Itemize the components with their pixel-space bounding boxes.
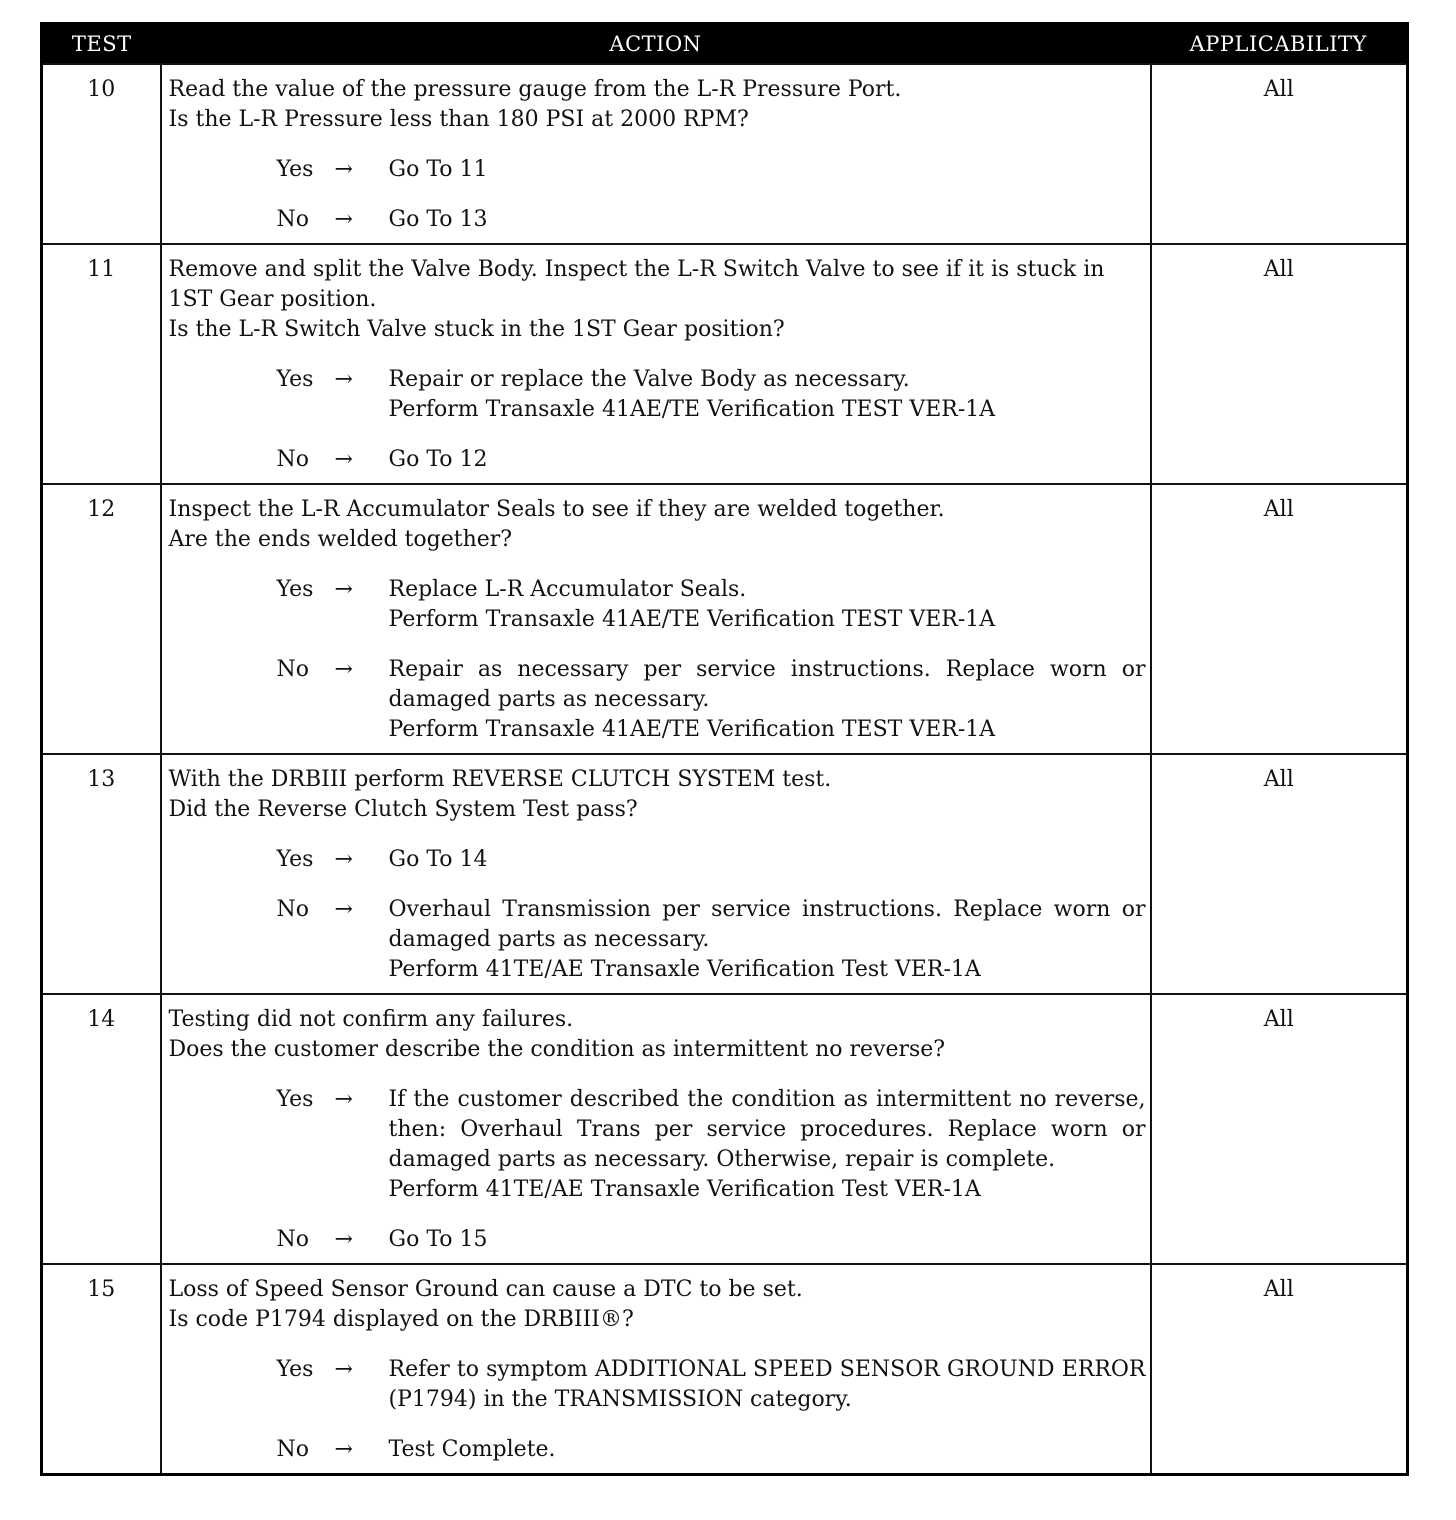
applicability-value: All [1151,64,1408,244]
yes-result [389,575,1146,635]
question-block [169,255,1146,345]
result-line: Repair as necessary per service instructions. Replace worn or damaged parts as necessary. [388,657,1146,712]
yes-result [389,155,1146,185]
right-arrow-icon: → [334,207,353,232]
test-number: 14 [42,994,161,1264]
result-line: Repair or replace the Valve Body as necessary. [388,367,910,392]
no-outcome [169,895,1146,985]
diagnostic-test-table [40,22,1406,1476]
no-result [389,655,1146,745]
table-body [42,64,1408,1475]
result-line: If the customer described the condition as intermittent no reverse, then: Overhaul Trans per service procedures. Replace worn or damaged parts as necessary. Otherwise, repair is complete. [388,1087,1146,1172]
no-label: No [276,897,309,922]
test-number: 13 [42,754,161,994]
right-arrow-icon: → [334,847,353,872]
question-line: Testing did not confirm any failures. [168,1007,574,1032]
test-number: 15 [42,1264,161,1475]
no-label: No [276,207,309,232]
question-line: Is the L-R Pressure less than 180 PSI at 2000 RPM? [168,107,749,132]
result-line: Perform 41TE/AE Transaxle Verification Test VER-1A [388,957,981,982]
yes-result [389,365,1146,425]
yes-outcome [169,365,1146,425]
yes-outcome [169,155,1146,185]
question-block [169,1275,1146,1335]
question-line: With the DRBIII perform REVERSE CLUTCH SYSTEM test. [168,767,832,792]
yes-result [389,1085,1146,1205]
result-line: Go To 13 [388,207,488,232]
question-line: Are the ends welded together? [168,527,513,552]
table-row [42,244,1408,484]
result-line: Go To 14 [388,847,488,872]
action-cell [161,1264,1151,1475]
action-cell [161,244,1151,484]
yes-result [389,1355,1146,1415]
result-line: Perform Transaxle 41AE/TE Verification TEST VER-1A [388,397,996,422]
result-line: Go To 15 [388,1227,488,1252]
right-arrow-icon: → [334,1087,353,1112]
right-arrow-icon: → [334,657,353,682]
yes-outcome [169,1085,1146,1205]
no-label: No [276,447,309,472]
applicability-value: All [1151,244,1408,484]
question-block [169,495,1146,555]
no-result [389,1225,1146,1255]
table-row [42,64,1408,244]
table-row [42,994,1408,1264]
no-outcome [169,655,1146,745]
test-table [40,22,1409,1476]
question-line: Read the value of the pressure gauge from the L-R Pressure Port. [168,77,902,102]
no-outcome [169,445,1146,475]
applicability-value: All [1151,994,1408,1264]
no-result [389,205,1146,235]
result-line: Replace L-R Accumulator Seals. [388,577,747,602]
yes-label: Yes [276,1357,314,1382]
applicability-value: All [1151,754,1408,994]
question-block [169,75,1146,135]
question-line: Is code P1794 displayed on the DRBIII®? [168,1307,634,1332]
action-cell [161,484,1151,754]
header-action: ACTION [161,24,1151,65]
table-row [42,754,1408,994]
test-number: 12 [42,484,161,754]
right-arrow-icon: → [334,1357,353,1382]
no-label: No [276,657,309,682]
question-line: Does the customer describe the condition as intermittent no reverse? [168,1037,946,1062]
question-line: Inspect the L-R Accumulator Seals to see if they are welded together. [168,497,945,522]
action-cell [161,64,1151,244]
yes-outcome [169,1355,1146,1415]
result-line: Perform Transaxle 41AE/TE Verification TEST VER-1A [388,607,996,632]
no-outcome [169,1225,1146,1255]
no-outcome [169,205,1146,235]
no-label: No [276,1437,309,1462]
question-line: Did the Reverse Clutch System Test pass? [168,797,638,822]
yes-outcome [169,575,1146,635]
no-result [389,445,1146,475]
test-number: 11 [42,244,161,484]
yes-result [389,845,1146,875]
no-result [389,1435,1146,1465]
right-arrow-icon: → [334,1437,353,1462]
result-line: Refer to symptom ADDITIONAL SPEED SENSOR GROUND ERROR (P1794) in the TRANSMISSION category. [388,1357,1146,1412]
no-label: No [276,1227,309,1252]
right-arrow-icon: → [334,577,353,602]
result-line: Go To 12 [388,447,488,472]
result-line: Perform Transaxle 41AE/TE Verification TEST VER-1A [388,717,996,742]
yes-outcome [169,845,1146,875]
question-line: Is the L-R Switch Valve stuck in the 1ST Gear position? [168,317,785,342]
right-arrow-icon: → [334,1227,353,1252]
result-line: Perform 41TE/AE Transaxle Verification Test VER-1A [388,1177,981,1202]
result-line: Test Complete. [388,1437,556,1462]
right-arrow-icon: → [334,157,353,182]
result-line: Go To 11 [388,157,488,182]
applicability-value: All [1151,484,1408,754]
question-line: Remove and split the Valve Body. Inspect the L-R Switch Valve to see if it is stuck in 1ST Gear position. [168,257,1105,312]
table-row [42,484,1408,754]
header-test: TEST [42,24,161,65]
table-header-row [42,24,1408,65]
yes-label: Yes [276,847,314,872]
header-applicability: APPLICABILITY [1151,24,1408,65]
applicability-value: All [1151,1264,1408,1475]
right-arrow-icon: → [334,367,353,392]
right-arrow-icon: → [334,897,353,922]
yes-label: Yes [276,157,314,182]
test-number: 10 [42,64,161,244]
action-cell [161,994,1151,1264]
action-cell [161,754,1151,994]
yes-label: Yes [276,367,314,392]
no-result [389,895,1146,985]
no-outcome [169,1435,1146,1465]
question-block [169,1005,1146,1065]
table-row [42,1264,1408,1475]
right-arrow-icon: → [334,447,353,472]
question-block [169,765,1146,825]
result-line: Overhaul Transmission per service instructions. Replace worn or damaged parts as necessary. [388,897,1146,952]
question-line: Loss of Speed Sensor Ground can cause a DTC to be set. [168,1277,803,1302]
yes-label: Yes [276,577,314,602]
yes-label: Yes [276,1087,314,1112]
